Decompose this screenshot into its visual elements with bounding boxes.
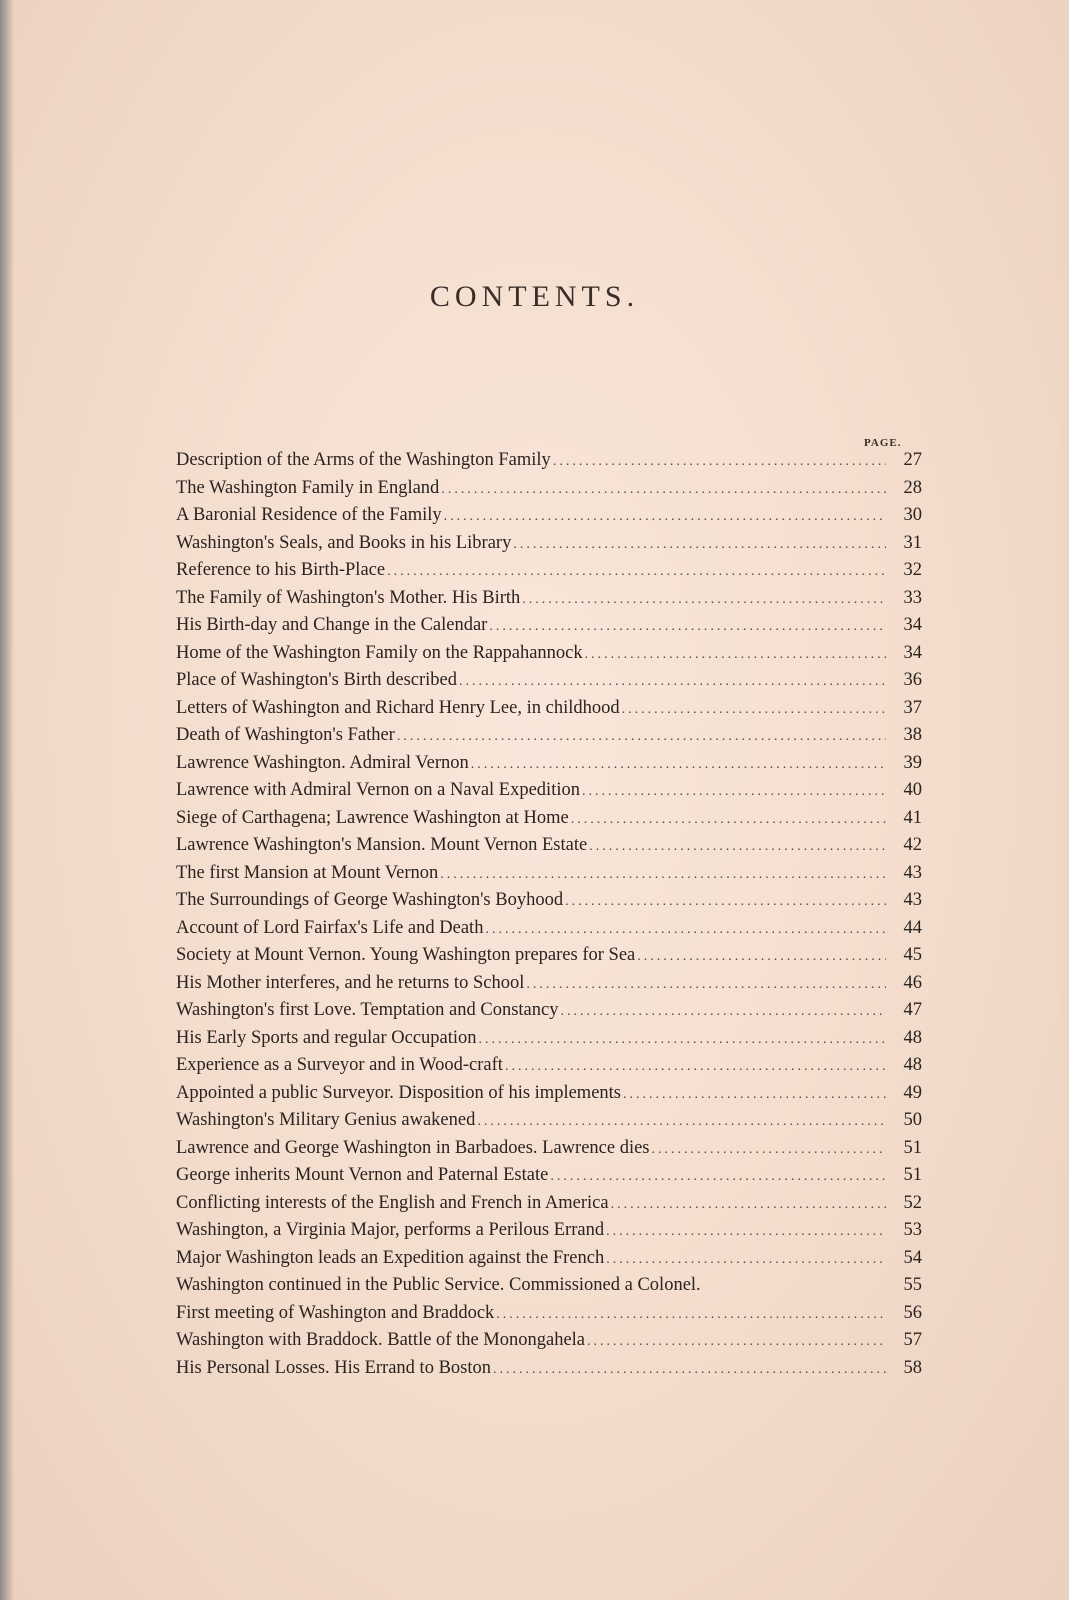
toc-entry-title: Place of Washington's Birth described (176, 670, 458, 690)
toc-entry-page-number: 52 (903, 1192, 922, 1213)
toc-entry-page-number: 43 (903, 862, 922, 883)
dot-leader (587, 1334, 886, 1350)
toc-entry (176, 643, 922, 671)
toc-entry-title: Description of the Arms of the Washington Family (176, 450, 551, 470)
dot-leader (560, 1004, 886, 1020)
page-title: CONTENTS. (429, 280, 640, 313)
toc-entry-page-number: 43 (903, 890, 922, 910)
toc-entry-page-number: 45 (903, 945, 922, 965)
dot-leader (513, 537, 886, 553)
toc-entry-page-number: 47 (903, 1000, 922, 1020)
toc-entry-title: His Birth-day and Change in the Calendar (176, 615, 488, 635)
toc-entry-page-number: 48 (903, 1055, 922, 1075)
dot-leader (550, 1169, 886, 1185)
page-column-label: PAGE. (864, 437, 902, 449)
dot-leader (606, 1252, 886, 1268)
toc-entry-title: The Family of Washington's Mother. His Birth (176, 587, 521, 608)
toc-entry (176, 808, 922, 836)
toc-entry (176, 835, 922, 863)
dot-leader (585, 647, 886, 663)
toc-entry-title: Siege of Carthagena; Lawrence Washington at Home (176, 807, 569, 828)
toc-entry (176, 945, 922, 973)
toc-entry-title: Conflicting interests of the English and French in America (176, 1192, 609, 1213)
toc-entry-title: Letters of Washington and Richard Henry Lee, in childhood (176, 697, 620, 718)
dot-leader (505, 1059, 886, 1075)
toc-entry (176, 973, 922, 1001)
toc-entry (176, 698, 922, 726)
dot-leader (571, 812, 886, 828)
toc-entry (176, 918, 922, 946)
toc-entry-page-number: 34 (903, 615, 922, 635)
dot-leader (623, 1087, 886, 1103)
toc-entry-page-number: 48 (903, 1027, 922, 1048)
toc-entry (176, 1028, 922, 1056)
toc-entry (176, 753, 922, 781)
toc-entry-title: Lawrence Washington's Mansion. Mount Vernon Estate (176, 835, 588, 855)
toc-entry-title: Experience as a Surveyor and in Wood-craft (176, 1055, 503, 1075)
page-edge (1061, 0, 1069, 1600)
dot-leader (522, 592, 886, 608)
toc-entry-title: Reference to his Birth-Place (176, 560, 386, 580)
toc-entry-title: Washington's first Love. Temptation and Constancy (176, 1000, 559, 1020)
dot-leader (582, 784, 886, 800)
dot-leader (471, 757, 886, 773)
toc-entry-page-number: 42 (903, 835, 922, 855)
toc-entry-title: George inherits Mount Vernon and Paternal Estate (176, 1165, 549, 1185)
dot-leader (479, 1032, 886, 1048)
dot-leader (565, 894, 886, 910)
toc-entry-page-number: 57 (903, 1330, 922, 1350)
toc-entry-page-number: 58 (903, 1357, 922, 1378)
toc-entry-title: Society at Mount Vernon. Young Washington prepares for Sea (176, 945, 636, 965)
toc-entry-title: First meeting of Washington and Braddock (176, 1302, 495, 1323)
toc-entry (176, 863, 922, 891)
toc-entry (176, 533, 922, 561)
dot-leader (496, 1307, 886, 1323)
dot-leader (477, 1114, 886, 1130)
toc-entry-title: Lawrence Washington. Admiral Vernon (176, 752, 469, 773)
toc-entry-page-number: 44 (903, 917, 922, 938)
toc-entry (176, 780, 922, 808)
toc-entry-title: His Mother interferes, and he returns to School (176, 972, 525, 993)
toc-entry (176, 560, 922, 588)
dot-leader (553, 454, 886, 470)
toc-entry (176, 1055, 922, 1083)
dot-leader (611, 1197, 886, 1213)
toc-entry-title: Appointed a public Surveyor. Disposition of his implements (176, 1082, 621, 1103)
toc-entry-title: Home of the Washington Family on the Rappahannock (176, 642, 583, 663)
dot-leader (652, 1142, 886, 1158)
toc-entry-page-number: 39 (903, 752, 922, 773)
dot-leader (485, 922, 886, 938)
toc-entry (176, 1330, 922, 1358)
dot-leader (441, 482, 886, 498)
dot-leader (397, 729, 886, 745)
toc-entry-title: The first Mansion at Mount Vernon (176, 862, 439, 883)
toc-entry-page-number: 56 (903, 1302, 922, 1323)
dot-leader (444, 509, 886, 525)
toc-entry-title: Major Washington leads an Expedition against the French (176, 1247, 605, 1268)
toc-entry (176, 450, 922, 478)
toc-entry-page-number: 38 (903, 725, 922, 745)
dot-leader (493, 1362, 886, 1378)
toc-entry-page-number: 28 (903, 477, 922, 498)
dot-leader (606, 1224, 886, 1240)
toc-entry-title: Washington, a Virginia Major, performs a Perilous Errand (176, 1220, 605, 1240)
toc-entry-page-number: 41 (903, 807, 922, 828)
toc-entry-page-number: 30 (903, 505, 922, 525)
dot-leader (440, 867, 886, 883)
toc-entry-title: Washington with Braddock. Battle of the Monongahela (176, 1330, 586, 1350)
toc-entry (176, 478, 922, 506)
toc-entry-page-number: 50 (903, 1110, 922, 1130)
dot-leader (637, 949, 886, 965)
toc-entry-page-number: 37 (903, 697, 922, 718)
toc-entry-page-number: 34 (903, 642, 922, 663)
toc-entry (176, 1275, 922, 1303)
dot-leader (387, 564, 886, 580)
toc-entry (176, 1358, 922, 1386)
dot-leader (589, 839, 886, 855)
toc-entry-page-number: 54 (903, 1247, 922, 1268)
toc-entry-title: Washington continued in the Public Service. Commissioned a Colonel. (176, 1275, 701, 1295)
toc-entry (176, 1220, 922, 1248)
toc-entry (176, 1110, 922, 1138)
toc-entry (176, 1165, 922, 1193)
toc-entry-page-number: 49 (903, 1082, 922, 1103)
page-binding-shadow (0, 0, 14, 1600)
toc-entry-page-number: 55 (903, 1275, 922, 1295)
toc-entry-title: The Surroundings of George Washington's Boyhood (176, 890, 564, 910)
toc-entry-title: Lawrence and George Washington in Barbadoes. Lawrence dies (176, 1137, 650, 1158)
toc-entry-title: Account of Lord Fairfax's Life and Death (176, 917, 484, 938)
toc-entry (176, 588, 922, 616)
toc-entry-page-number: 33 (903, 587, 922, 608)
toc-entry-title: His Early Sports and regular Occupation (176, 1027, 477, 1048)
toc-entry-title: Washington's Military Genius awakened (176, 1110, 476, 1130)
table-of-contents (176, 450, 922, 1385)
toc-entry (176, 505, 922, 533)
toc-entry-page-number: 51 (903, 1165, 922, 1185)
toc-entry-title: Washington's Seals, and Books in his Library (176, 532, 512, 553)
dot-leader (622, 702, 886, 718)
toc-entry (176, 615, 922, 643)
toc-entry (176, 1138, 922, 1166)
toc-entry-page-number: 51 (903, 1137, 922, 1158)
dot-leader (489, 619, 886, 635)
toc-entry-page-number: 53 (903, 1220, 922, 1240)
toc-entry (176, 1083, 922, 1111)
toc-entry (176, 1193, 922, 1221)
toc-entry (176, 890, 922, 918)
toc-entry-page-number: 36 (903, 670, 922, 690)
dot-leader (459, 674, 886, 690)
toc-entry-title: The Washington Family in England (176, 477, 440, 498)
dot-leader (526, 977, 886, 993)
toc-entry-title: Death of Washington's Father (176, 725, 395, 745)
toc-entry-title: Lawrence with Admiral Vernon on a Naval Expedition (176, 780, 580, 800)
toc-entry-page-number: 32 (903, 560, 922, 580)
toc-entry (176, 1303, 922, 1331)
toc-entry-page-number: 46 (903, 972, 922, 993)
toc-entry-page-number: 31 (903, 532, 922, 553)
toc-entry (176, 670, 922, 698)
toc-entry (176, 725, 922, 753)
toc-entry-page-number: 40 (903, 780, 922, 800)
toc-entry (176, 1000, 922, 1028)
toc-entry-title: His Personal Losses. His Errand to Boston (176, 1357, 491, 1378)
toc-entry-page-number: 27 (903, 450, 922, 470)
toc-entry (176, 1248, 922, 1276)
toc-entry-title: A Baronial Residence of the Family (176, 505, 442, 525)
